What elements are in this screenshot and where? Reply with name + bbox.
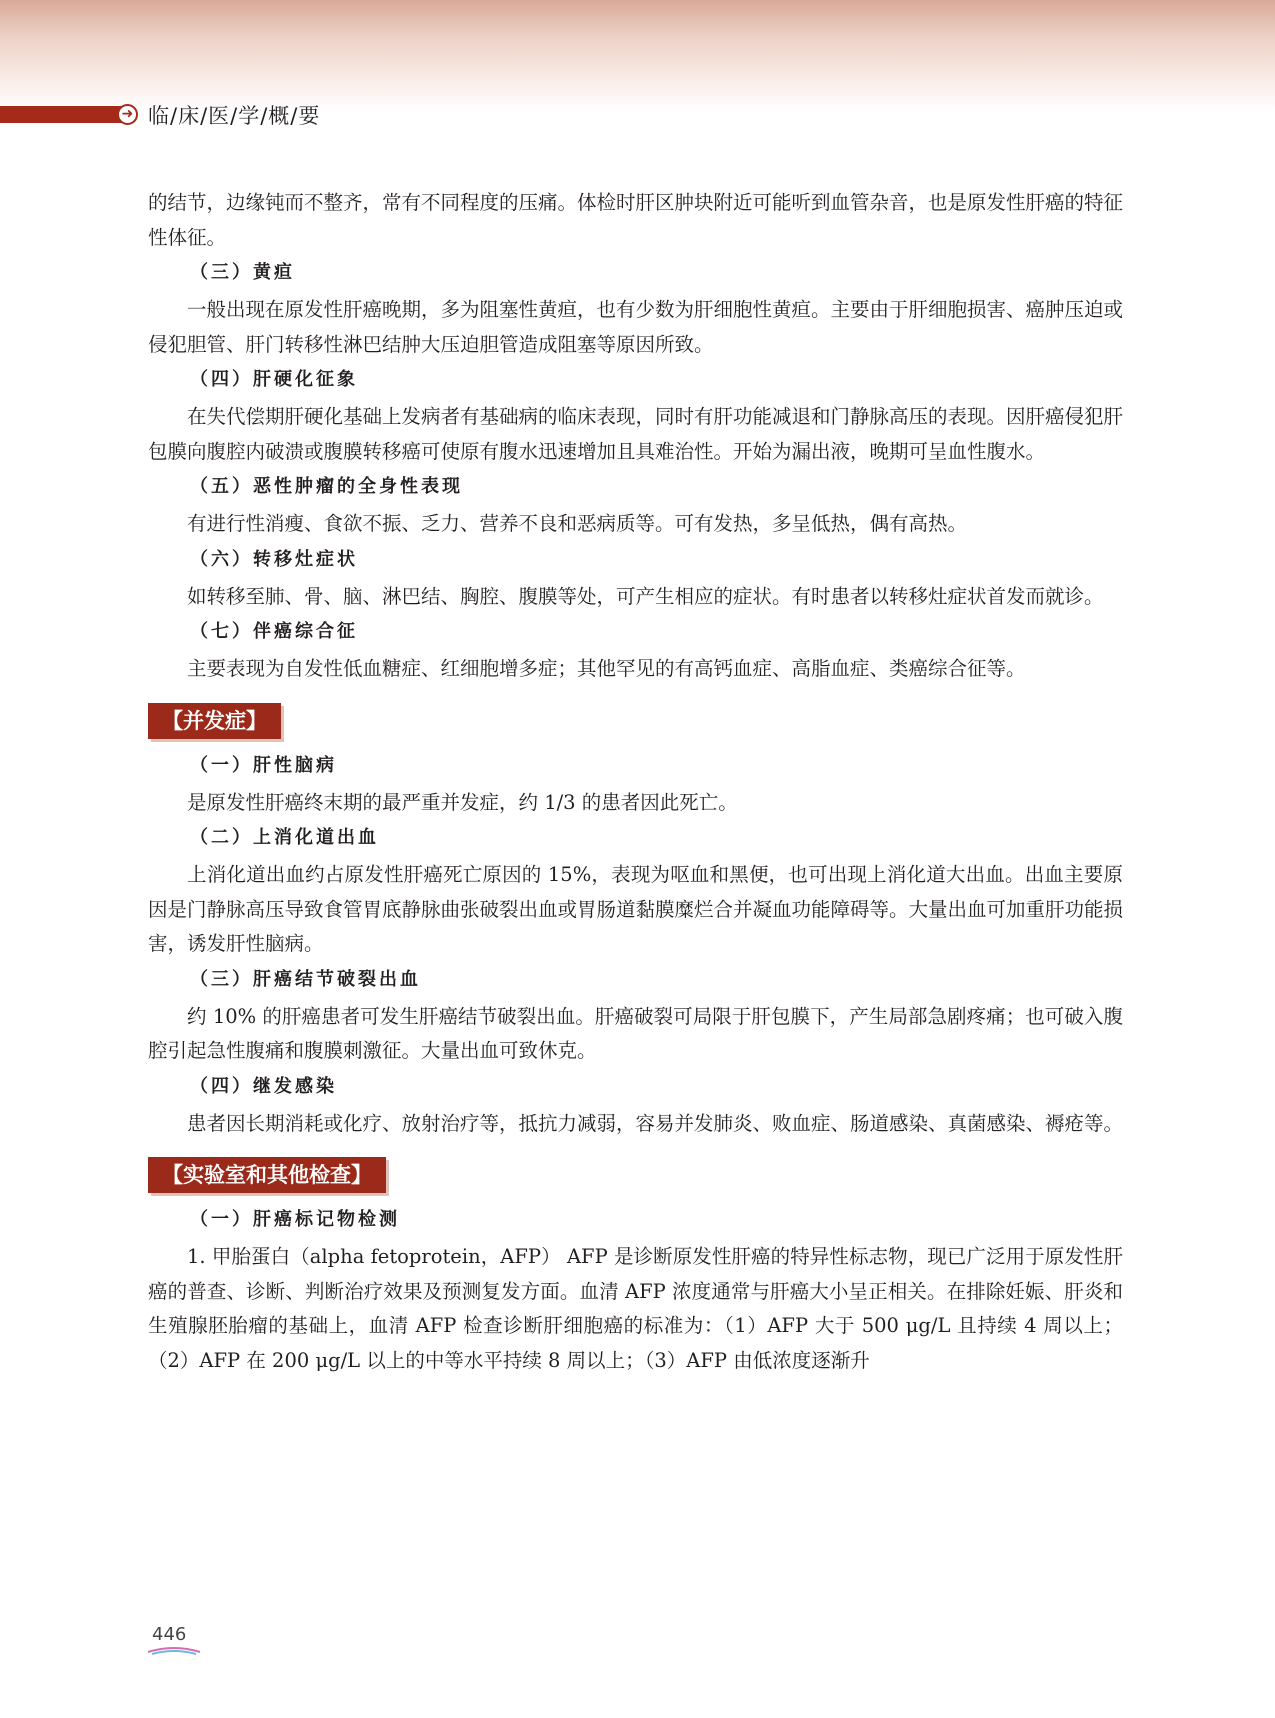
section-heading-label: 【并发症】 <box>148 703 281 739</box>
subsection-heading: （六）转移灶症状 <box>190 548 358 570</box>
subsection-heading: （四）继发感染 <box>190 1075 337 1097</box>
body-paragraph: 的结节，边缘钝而不整齐，常有不同程度的压痛。体检时肝区肿块附近可能听到血管杂音，也是原发性肝癌的特征性体征。 <box>148 191 1124 249</box>
page-body <box>148 186 1123 1378</box>
header-accent-bar <box>0 106 133 123</box>
body-paragraph: 上消化道出血约占原发性肝癌死亡原因的 15%，表现为呕血和黑便，也可出现上消化道大出血。出血主要原因是门静脉高压导致食管胃底静脉曲张破裂出血或胃肠道黏膜糜烂合并凝血功能障碍等。大量出血可加重肝功能损害，诱发肝性脑病。 <box>148 863 1124 955</box>
body-paragraph: 一般出现在原发性肝癌晚期，多为阻塞性黄疸，也有少数为肝细胞性黄疸。主要由于肝细胞损害、癌肿压迫或侵犯胆管、肝门转移性淋巴结肿大压迫胆管造成阻塞等原因所致。 <box>148 298 1124 356</box>
body-paragraph: 1. 甲胎蛋白（alpha fetoprotein，AFP） AFP 是诊断原发性肝癌的特异性标志物，现已广泛用于原发性肝癌的普查、诊断、判断治疗效果及预测复发方面。血清 AFP 浓度通常与肝癌大小呈正相关。在排除妊娠、肝炎和生殖腺胚胎瘤的基础上，血清 AFP 检查诊断肝细胞癌的标准为：（1）AFP 大于 500 μg/L 且持续 4 周以上；（2）AFP 在 200 μg/L 以上的中等水平持续 8 周以上；（3）AFP 由低浓度逐渐升 <box>148 1245 1123 1372</box>
subsection-heading: （四）肝硬化征象 <box>190 369 358 390</box>
body-paragraph: 在失代偿期肝硬化基础上发病者有基础病的临床表现，同时有肝功能减退和门静脉高压的表现。因肝癌侵犯肝包膜向腹腔内破溃或腹膜转移癌可使原有腹水迅速增加且具难治性。开始为漏出液，晚期可呈血性腹水。 <box>148 405 1124 463</box>
subsection-heading: （一）肝性脑病 <box>190 754 337 776</box>
section-heading-label: 【实验室和其他检查】 <box>148 1157 386 1193</box>
subsection-heading: （一）肝癌标记物检测 <box>190 1209 400 1230</box>
section-heading <box>148 703 1123 739</box>
subsection-heading: （三）肝癌结节破裂出血 <box>190 968 421 990</box>
body-paragraph: 是原发性肝癌终末期的最严重并发症，约 1/3 的患者因此死亡。 <box>187 790 738 814</box>
subsection-heading: （七）伴癌综合征 <box>190 621 358 642</box>
body-paragraph: 如转移至肺、骨、脑、淋巴结、胸腔、腹膜等处，可产生相应的症状。有时患者以转移灶症状首发而就诊。 <box>187 584 1104 608</box>
section-heading <box>148 1157 1123 1193</box>
subsection-heading: （三）黄疸 <box>190 262 295 283</box>
body-paragraph: 约 10% 的肝癌患者可发生肝癌结节破裂出血。肝癌破裂可局限于肝包膜下，产生局部急剧疼痛；也可破入腹腔引起急性腹痛和腹膜刺激征。大量出血可致休克。 <box>148 1004 1123 1062</box>
body-paragraph: 主要表现为自发性低血糖症、红细胞增多症；其他罕见的有高钙血症、高脂血症、类癌综合征等。 <box>187 657 1026 680</box>
body-paragraph: 有进行性消瘦、食欲不振、乏力、营养不良和恶病质等。可有发热，多呈低热，偶有高热。 <box>187 512 968 535</box>
running-header-title: 临/床/医/学/概/要 <box>148 104 321 128</box>
arrow-right-icon: ➜ <box>117 104 138 125</box>
subsection-heading: （五）恶性肿瘤的全身性表现 <box>190 476 463 497</box>
subsection-heading: （二）上消化道出血 <box>190 827 379 848</box>
body-paragraph: 患者因长期消耗或化疗、放射治疗等，抵抗力减弱，容易并发肺炎、败血症、肠道感染、真菌感染、褥疮等。 <box>187 1111 1124 1135</box>
page-number: 446 <box>152 1624 187 1645</box>
page-number-swoosh <box>146 1646 202 1656</box>
page-top-gradient <box>0 0 1275 112</box>
